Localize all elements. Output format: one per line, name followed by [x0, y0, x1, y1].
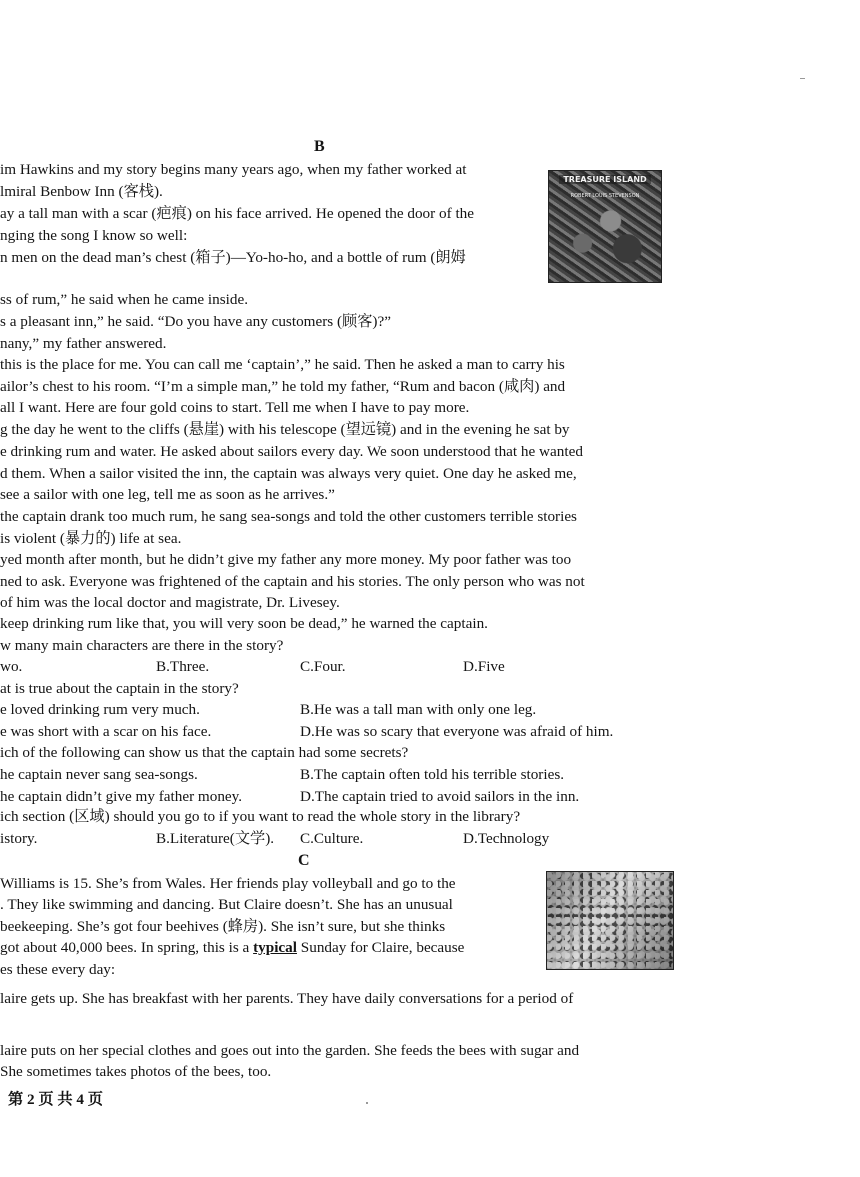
passage-b-line: the captain drank too much rum, he sang sea-songs and told the other customers terrible stories	[0, 508, 577, 525]
question-stem: ich section (区域) should you go to if you want to read the whole story in the library?	[0, 808, 521, 825]
passage-b-line: n men on the dead man’s chest (箱子)—Yo-ho-ho, and a bottle of rum (朗姆	[0, 249, 466, 266]
question-option: C.Four.	[300, 658, 346, 675]
book-cover-title: TREASURE ISLAND	[559, 175, 651, 184]
question-stem: at is true about the captain in the story?	[0, 680, 239, 697]
passage-b-line: lmiral Benbow Inn (客栈).	[0, 183, 163, 200]
passage-c-line: She sometimes takes photos of the bees, too.	[0, 1063, 272, 1080]
passage-c-line: . They like swimming and dancing. But Claire doesn’t. She has an unusual	[0, 896, 453, 913]
passage-c-line: Williams is 15. She’s from Wales. Her friends play volleyball and go to the	[0, 875, 456, 892]
question-option: B.The captain often told his terrible stories.	[300, 766, 565, 783]
section-b-heading: B	[314, 138, 325, 155]
passage-c-line: beekeeping. She’s got four beehives (蜂房). She isn’t sure, but she thinks	[0, 918, 446, 935]
beehive-image-shading	[547, 872, 673, 969]
passage-b-line: ned to ask. Everyone was frightened of the captain and his stories. The only person who was not	[0, 573, 585, 590]
treasure-island-book-cover-image	[548, 170, 662, 283]
passage-b-line: g the day he went to the cliffs (悬崖) with his telescope (望远镜) and in the evening he sat by	[0, 421, 570, 438]
passage-c-line: es these every day:	[0, 961, 116, 978]
question-option: e was short with a scar on his face.	[0, 723, 212, 740]
passage-c-text: got about 40,000 bees. In spring, this is a	[0, 939, 254, 956]
question-option: B.Three.	[156, 658, 210, 675]
question-option: B.Literature(文学).	[156, 830, 275, 847]
passage-b-line: yed month after month, but he didn’t give my father any more money. My poor father was too	[0, 551, 572, 568]
passage-c-line	[0, 939, 464, 957]
question-option: C.Culture.	[300, 830, 364, 847]
passage-b-line: is violent (暴力的) life at sea.	[0, 530, 182, 547]
question-option: D.He was so scary that everyone was afraid of him.	[300, 723, 614, 740]
question-option: B.He was a tall man with only one leg.	[300, 701, 537, 718]
question-option: he captain never sang sea-songs.	[0, 766, 198, 783]
page-number-footer: 第 2 页 共 4 页	[8, 1091, 103, 1108]
typical-underlined-word: typical	[253, 939, 297, 956]
question-option: D.The captain tried to avoid sailors in the inn.	[300, 788, 580, 805]
passage-b-line: ay a tall man with a scar (疤痕) on his face arrived. He opened the door of the	[0, 205, 475, 222]
book-cover-subtitle: ROBERT LOUIS STEVENSON	[570, 193, 640, 199]
question-option: e loved drinking rum very much.	[0, 701, 200, 718]
passage-b-line: ailor’s chest to his room. “I’m a simple man,” he told my father, “Rum and bacon (咸肉) and	[0, 378, 566, 395]
passage-b-line: e drinking rum and water. He asked about sailors every day. We soon understood that he wanted	[0, 443, 583, 460]
question-option: D.Technology	[463, 830, 550, 847]
beehive-honeycomb-image	[546, 871, 674, 970]
passage-b-line: s a pleasant inn,” he said. “Do you have any customers (顾客)?”	[0, 313, 391, 330]
passage-b-line: keep drinking rum like that, you will very soon be dead,” he warned the captain.	[0, 615, 488, 632]
passage-b-line: nany,” my father answered.	[0, 335, 167, 352]
question-stem: ich of the following can show us that the captain had some secrets?	[0, 744, 409, 761]
passage-c-line: laire puts on her special clothes and goes out into the garden. She feeds the bees with sugar and	[0, 1042, 580, 1059]
scan-speck	[366, 1102, 368, 1104]
question-option: he captain didn’t give my father money.	[0, 788, 243, 805]
passage-b-line: of him was the local doctor and magistrate, Dr. Livesey.	[0, 594, 340, 611]
passage-b-line: nging the song I know so well:	[0, 227, 188, 244]
passage-c-text: Sunday for Claire, because	[296, 939, 465, 956]
passage-c-line: laire gets up. She has breakfast with her parents. They have daily conversations for a period of	[0, 990, 574, 1007]
passage-b-line: im Hawkins and my story begins many years ago, when my father worked at	[0, 161, 467, 178]
passage-b-line: all I want. Here are four gold coins to start. Tell me when I have to pay more.	[0, 399, 470, 416]
passage-b-line: d them. When a sailor visited the inn, the captain was always very quiet. One day he asked me,	[0, 465, 577, 482]
section-c-heading: C	[298, 852, 310, 869]
question-option: istory.	[0, 830, 38, 847]
question-option: D.Five	[463, 658, 505, 675]
question-stem: w many main characters are there in the story?	[0, 637, 284, 654]
passage-b-line: ss of rum,” he said when he came inside.	[0, 291, 248, 308]
passage-b-line: see a sailor with one leg, tell me as soon as he arrives.”	[0, 486, 335, 503]
question-option: wo.	[0, 658, 23, 675]
passage-b-line: this is the place for me. You can call me ‘captain’,” he said. Then he asked a man to carry his	[0, 356, 565, 373]
scan-speck	[800, 78, 805, 79]
